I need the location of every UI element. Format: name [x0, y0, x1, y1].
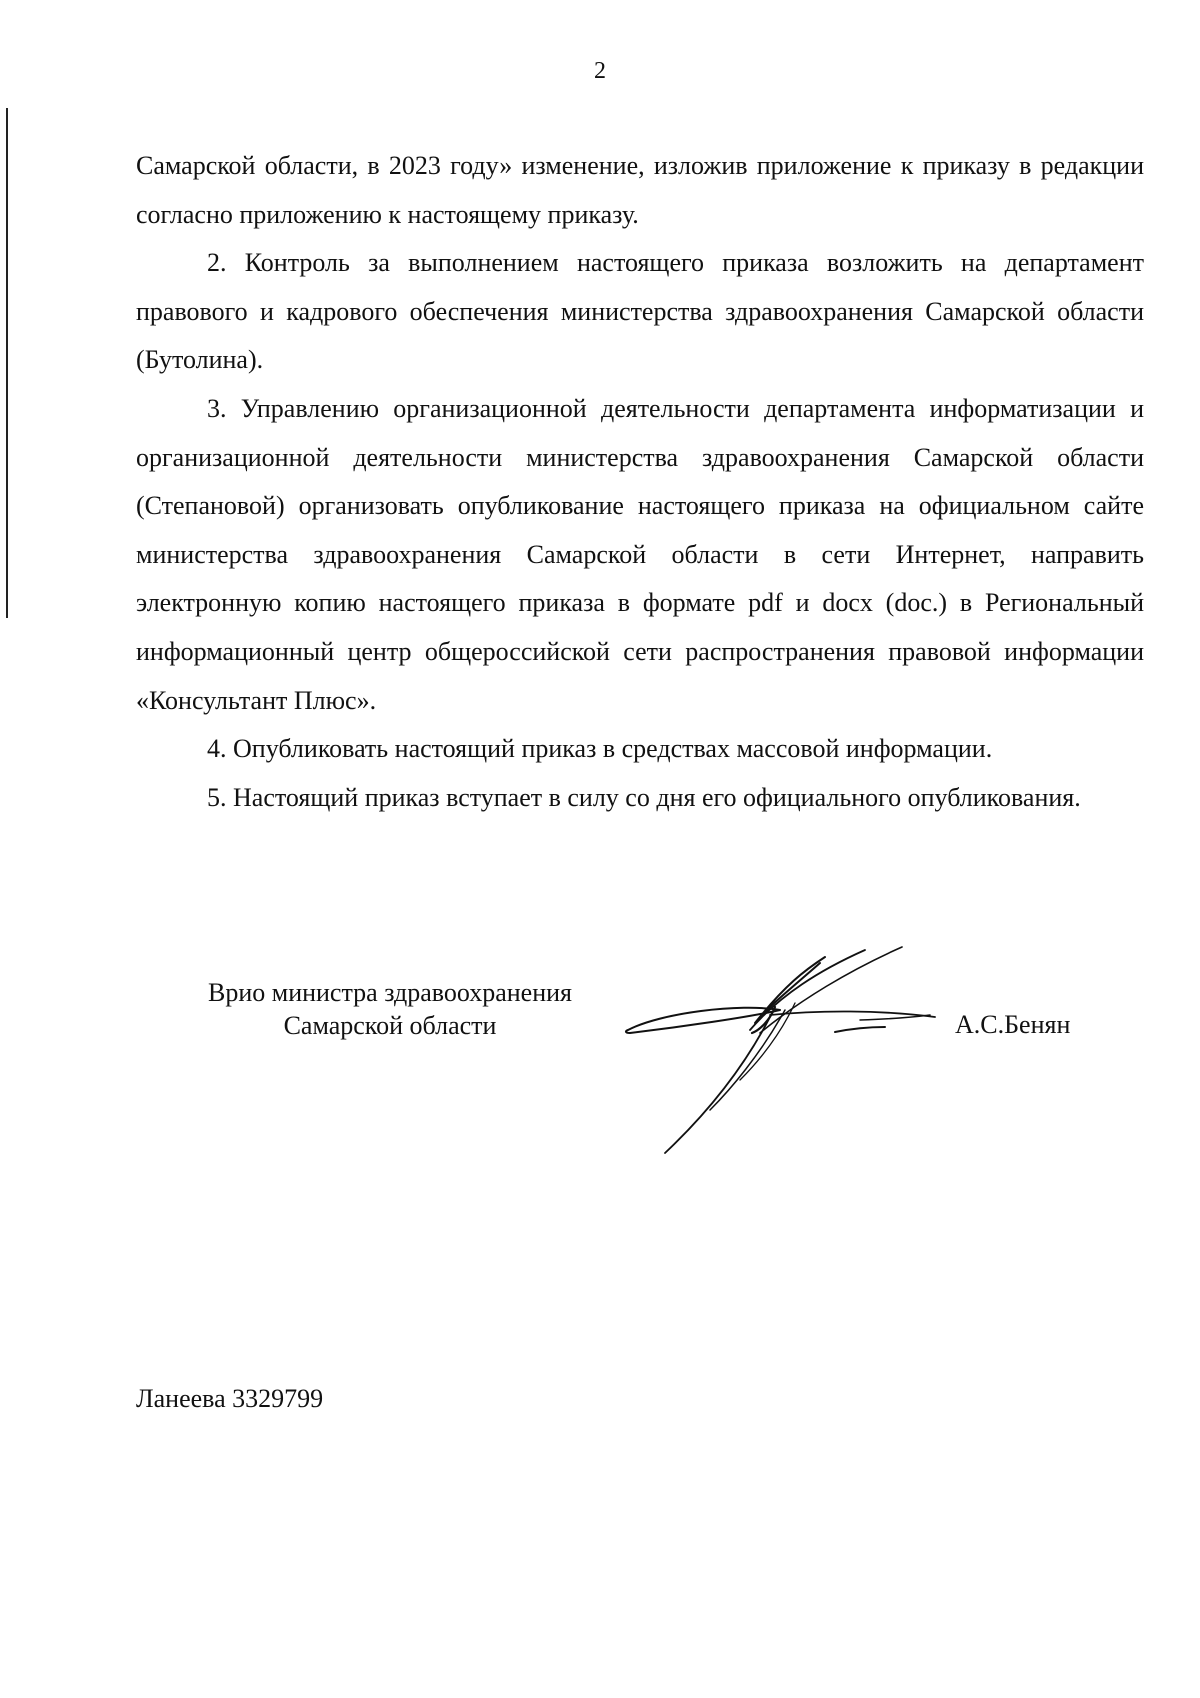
paragraph-item-5: 5. Настоящий приказ вступает в силу со дня его официального опубликования.	[207, 782, 1081, 812]
scan-edge-line	[6, 108, 8, 618]
page-number: 2	[594, 58, 606, 84]
paragraph-item-4: 4. Опубликовать настоящий приказ в средствах массовой информации.	[207, 734, 993, 764]
document-body	[136, 142, 1144, 822]
paragraph-continuation: Самарской области, в 2023 году» изменение, изложив приложение к приказу в редакции согласно приложению к настоящему приказу.	[136, 151, 1144, 229]
signatory-title-line-2: Самарской области	[283, 1011, 497, 1040]
signatory-title	[170, 976, 610, 1042]
executor-contact: Ланеева 3329799	[136, 1384, 324, 1413]
paragraph-item-2: 2. Контроль за выполнением настоящего приказа возложить на департамент правового и кадрового обеспечения министерства здравоохранения Самарской области (Бутолина).	[136, 248, 1144, 375]
signatory-name: А.С.Бенян	[955, 1010, 1071, 1039]
signatory-title-line-1: Врио министра здравоохранения	[207, 978, 572, 1007]
paragraph-item-3: 3. Управлению организационной деятельности департамента информатизации и организационной деятельности министерства здравоохранения Самарской области (Степановой) организовать опубликование настоящего приказа на официальном сайте министерства здравоохранения Самарской области в сети Интернет, направить электронную копию настоящего приказа в формате pdf и docx (doc.) в Региональный информационный центр общероссийской сети распространения правовой информации «Консультант Плюс».	[136, 393, 1144, 715]
handwritten-signature	[620, 915, 960, 1160]
